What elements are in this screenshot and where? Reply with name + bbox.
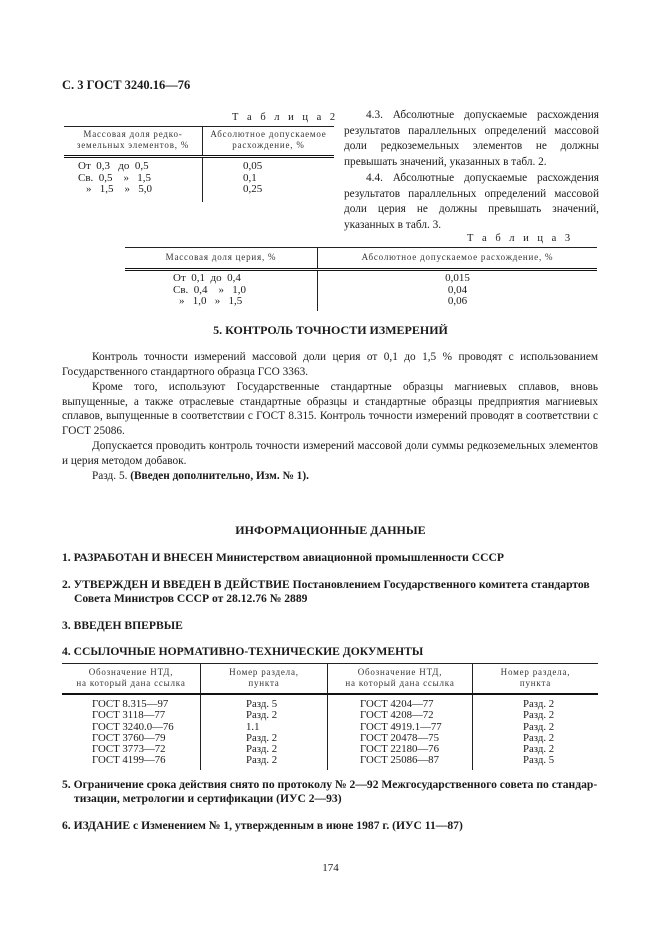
- range-cell: » 1,5 » 5,0: [86, 183, 152, 195]
- section-cell: 1.1: [201, 722, 328, 733]
- info-item-6: 6. ИЗДАНИЕ с Изменением № 1, утвержденным в июне 1987 г. (ИУС 11—87): [62, 819, 463, 832]
- table3-caption: Т а б л и ц а 3: [467, 233, 574, 244]
- section-cell: Разд. 2: [201, 710, 328, 721]
- table2-caption: Т а б л и ц а 2: [232, 112, 339, 123]
- header-doc-right: [328, 664, 473, 695]
- table-row: [62, 694, 598, 710]
- section-cell: Разд. 5: [201, 694, 328, 710]
- info-title: ИНФОРМАЦИОННЫЕ ДАННЫЕ: [235, 523, 426, 537]
- item-lead: 1. РАЗРАБОТАН И ВНЕСЕН: [62, 551, 213, 564]
- page-header: С. 3 ГОСТ 3240.16—76: [62, 78, 191, 92]
- item-lead: 2. УТВЕРЖДЕН И ВВЕДЕН В ДЕЙСТВИЕ: [62, 578, 290, 591]
- doc-cell: ГОСТ 3118—77: [92, 709, 166, 722]
- table-row: [62, 755, 598, 769]
- doc-cell: ГОСТ 8.315—97: [92, 698, 169, 710]
- doc-cell: ГОСТ 4208—72: [328, 710, 473, 721]
- table3: [125, 247, 597, 311]
- doc-cell: ГОСТ 3240.0—76: [92, 720, 174, 733]
- header-text: на который дана ссылка: [345, 678, 455, 688]
- info-item-2: [62, 578, 602, 606]
- section5-title: 5. КОНТРОЛЬ ТОЧНОСТИ ИЗМЕРЕНИЙ: [213, 323, 448, 337]
- table2: [64, 126, 334, 202]
- section-cell: Разд. 2: [201, 755, 328, 769]
- header-text: Номер раздела,: [500, 667, 571, 677]
- doc-cell: ГОСТ 25086—87: [328, 755, 473, 769]
- item-text: Постановлением Государственного комитета стандартов: [289, 578, 590, 591]
- value-cell: 0,015: [318, 270, 598, 285]
- header-text: земельных элементов, %: [76, 140, 190, 150]
- table3-header-col1: Массовая доля церия, %: [125, 248, 318, 270]
- item-continuation: тизации, метрологии и сертификации (ИУС 2—93): [74, 792, 342, 805]
- value-cell: 0,04: [318, 285, 598, 297]
- header-text: Обозначение НТД,: [357, 667, 443, 677]
- table2-header-col2: [203, 127, 335, 157]
- section-cell: Разд. 2: [201, 744, 328, 755]
- value-cell: 0,06: [318, 296, 598, 311]
- section5-paragraph-2: Кроме того, используют Государственные стандартные образцы магниевых сплавов, вновь выпущенные, а также отраслевые стандартные образцы и стандартные образцы предприятия магниевых сплавов, выпущенные в соответствии с ГОСТ 8.315. Контроль точности измерений проводят в соответствии с ГОСТ 25086.: [62, 381, 598, 437]
- header-text: Массовая доля редко-: [83, 129, 183, 139]
- section-cell: Разд. 5: [473, 755, 599, 769]
- info-item-1: [62, 551, 602, 565]
- section-cell: Разд. 2: [201, 733, 328, 744]
- table-row: [62, 710, 598, 721]
- item-text: Министерством авиационной промышленности СССР: [212, 551, 504, 564]
- value-cell: 0,1: [203, 173, 335, 185]
- paragraph-4-4: 4.4. Абсолютные допускаемые расхождения результатов параллельных определений массовой доли церия не должны превышать значений, указанных в табл. 3.: [344, 172, 599, 231]
- header-text: пункта: [519, 678, 552, 688]
- info-item-3: 3. ВВЕДЕН ВПЕРВЫЕ: [62, 619, 183, 632]
- page-number: 174: [322, 862, 339, 874]
- section-cell: Разд. 2: [473, 744, 599, 755]
- header-text: Обозначение НТД,: [88, 667, 174, 677]
- table3-header-col2: Абсолютное допускаемое расхождение, %: [318, 248, 598, 270]
- doc-cell: ГОСТ 4199—76: [92, 754, 166, 767]
- table2-header-col1: [64, 127, 203, 157]
- section5-paragraph-1: Контроль точности измерений массовой доли церия от 0,1 до 1,5 % проводят с использованием Государственного стандартного образца ГСО 3363.: [62, 351, 598, 378]
- table-row: [125, 270, 597, 285]
- doc-cell: ГОСТ 4919.1—77: [328, 722, 473, 733]
- info-item-5: [62, 778, 602, 806]
- doc-cell: ГОСТ 22180—76: [328, 744, 473, 755]
- doc-cell: ГОСТ 4204—77: [328, 694, 473, 710]
- doc-cell: ГОСТ 3773—72: [92, 743, 166, 756]
- doc-cell: ГОСТ 3760—79: [92, 731, 166, 744]
- range-cell: От 0,1 до 0,4: [173, 272, 241, 284]
- section5-paragraph-3: Допускается проводить контроль точности измерений массовой доли суммы редкоземельных элементов и церия методом добавок.: [62, 440, 598, 467]
- header-text: Абсолютное допускаемое: [210, 129, 327, 139]
- item-continuation: Совета Министров СССР от 28.12.76 № 2889: [74, 592, 308, 605]
- section-cell: Разд. 2: [473, 710, 599, 721]
- range-cell: От 0,3 до 0,5: [78, 160, 149, 172]
- section-cell: Разд. 2: [473, 694, 599, 710]
- range-cell: » 1,0 » 1,5: [179, 295, 243, 307]
- table-row: [125, 296, 597, 311]
- range-cell: Св. 0,5 » 1,5: [78, 171, 152, 184]
- table-row: [64, 157, 334, 173]
- value-cell: 0,25: [203, 184, 335, 202]
- info-item-4: 4. ССЫЛОЧНЫЕ НОРМАТИВНО-ТЕХНИЧЕСКИЕ ДОКУМЕНТЫ: [62, 645, 424, 658]
- value-cell: 0,05: [203, 157, 335, 173]
- section-cell: Разд. 2: [473, 733, 599, 744]
- table-row: [64, 184, 334, 202]
- section-cell: Разд. 2: [473, 722, 599, 733]
- header-doc-left: [62, 664, 201, 695]
- header-text: расхождение, %: [232, 140, 305, 150]
- references-table: [62, 663, 598, 770]
- note-bold: (Введен дополнительно, Изм. № 1).: [130, 470, 309, 482]
- section5-note: [62, 469, 598, 484]
- header-text: на который дана ссылка: [76, 678, 186, 688]
- range-cell: Св. 0,4 » 1,0: [173, 283, 247, 296]
- note-prefix: Разд. 5.: [92, 470, 131, 482]
- paragraph-4-3: 4.3. Абсолютные допускаемые расхождения результатов параллельных определений массовой доли редкоземельных элементов не должны превышать значений, указанных в табл. 2.: [344, 109, 599, 168]
- header-section-right: [473, 664, 599, 695]
- header-text: Номер раздела,: [229, 667, 299, 677]
- item-lead: 5. Ограничение срока действия снято по протоколу № 2—92 Межгосударственного совета по стандар-: [62, 778, 598, 791]
- header-text: пункта: [248, 678, 280, 688]
- doc-cell: ГОСТ 20478—75: [328, 733, 473, 744]
- header-section-left: [201, 664, 328, 695]
